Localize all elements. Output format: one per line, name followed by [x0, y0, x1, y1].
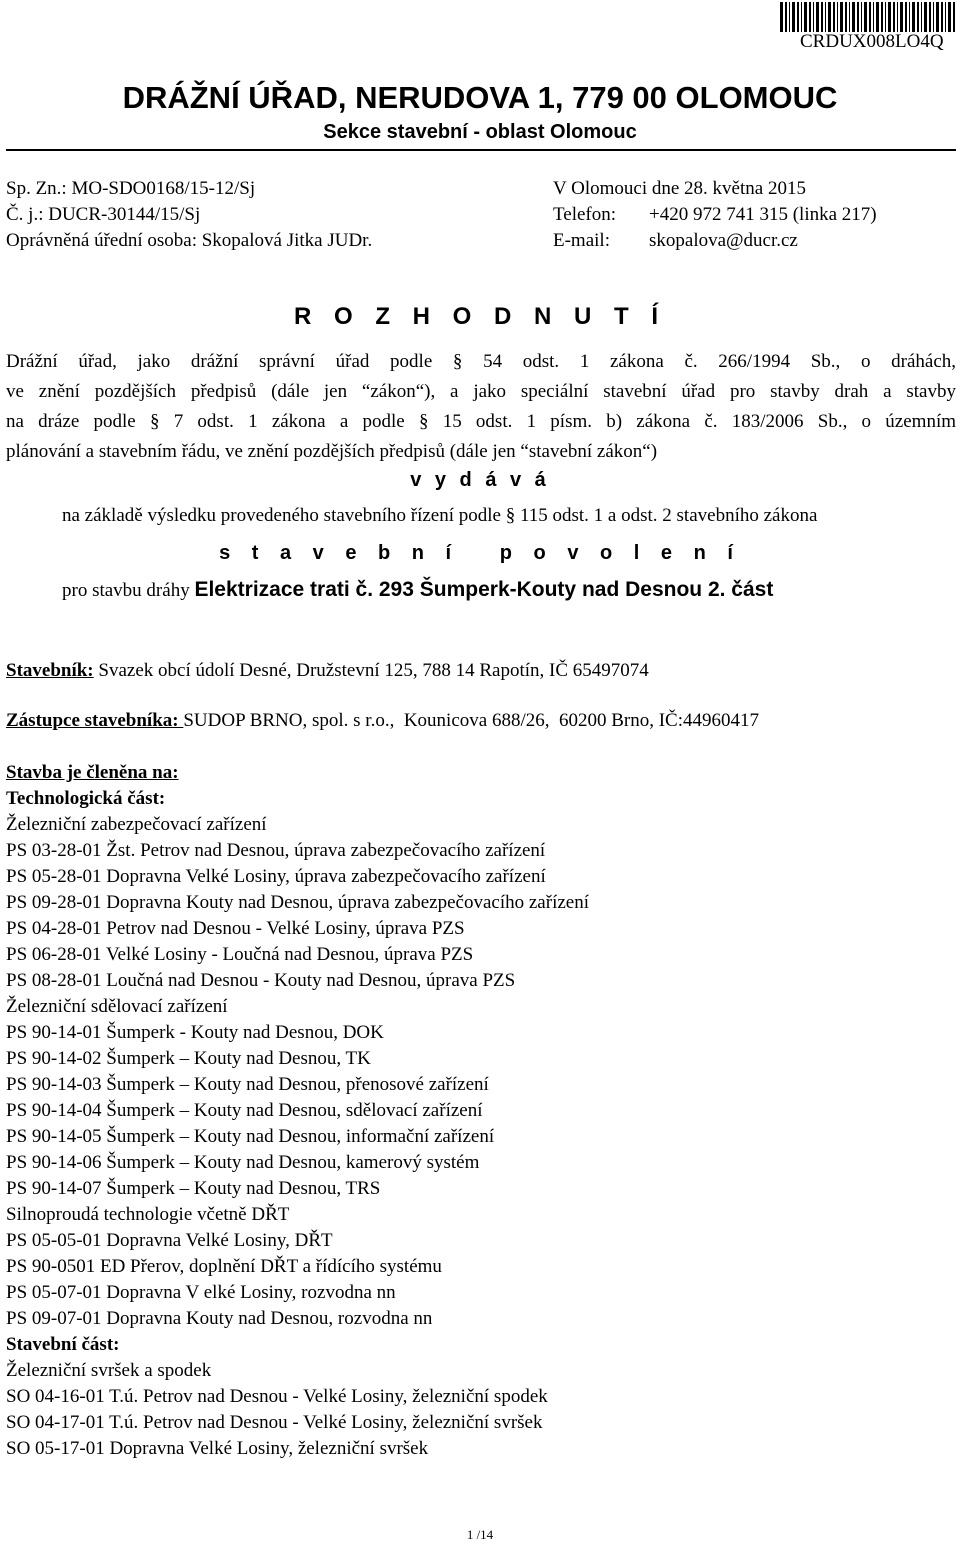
barcode-bar	[801, 2, 802, 32]
representative-value: SUDOP BRNO, spol. s r.o., Kounicova 688/26, 60200 Brno, IČ:44960417	[183, 710, 760, 731]
barcode-bar	[797, 2, 799, 32]
builder-value: Svazek obcí údolí Desné, Družstevní 125, 788 14 Rapotín, IČ 65497074	[93, 660, 649, 681]
document-code: CRDUX008LO4Q	[800, 31, 944, 52]
phone-line	[553, 204, 877, 226]
list-item: Technologická část:	[6, 788, 166, 809]
barcode-bar	[864, 2, 867, 32]
phone-label: Telefon:	[553, 204, 617, 225]
list-item: PS 06-28-01 Velké Losiny - Loučná nad Desnou, úprava PZS	[6, 944, 474, 965]
email-value: skopalova@ducr.cz	[649, 230, 798, 251]
structure-label: Stavba je členěna na:	[6, 762, 179, 783]
barcode-bar	[792, 2, 795, 32]
barcode-bar	[881, 2, 883, 32]
barcode-bar	[888, 2, 891, 32]
intro-line: plánování a stavebním řádu, ve znění pozdějších předpisů (dále jen “stavební zákon“)	[6, 441, 658, 462]
list-item: SO 04-17-01 T.ú. Petrov nad Desnou - Velké Losiny, železniční svršek	[6, 1412, 543, 1433]
project-prefix: pro stavbu dráhy	[62, 580, 195, 601]
barcode-bar	[809, 2, 811, 32]
intro-paragraph	[6, 347, 956, 467]
official-person: Oprávněná úřední osoba: Skopalová Jitka JUDr.	[6, 230, 373, 251]
project-line	[62, 578, 773, 602]
intro-line: na dráze podle § 7 odst. 1 zákona a podle § 15 odst. 1 písm. b) zákona č. 183/2006 Sb., o územním	[6, 411, 956, 432]
list-item: Železniční svršek a spodek	[6, 1360, 212, 1381]
barcode-bar	[909, 2, 910, 32]
list-item: PS 90-14-07 Šumperk – Kouty nad Desnou, TRS	[6, 1178, 381, 1199]
list-item: PS 09-28-01 Dopravna Kouty nad Desnou, úprava zabezpečovacího zařízení	[6, 892, 589, 913]
builder-label: Stavebník:	[6, 660, 94, 681]
barcode-bar	[912, 2, 915, 32]
representative-label: Zástupce stavebníka:	[6, 710, 184, 731]
barcode-bar	[861, 2, 862, 32]
project-name: Elektrizace trati č. 293 Šumperk-Kouty nad Desnou 2. část	[194, 578, 774, 601]
page-number: 1 /14	[466, 1527, 494, 1542]
phone-value: +420 972 741 315 (linka 217)	[649, 204, 877, 225]
barcode-bar	[785, 2, 787, 32]
barcode-bar	[933, 2, 934, 32]
list-item: Silnoproudá technologie včetně DŘT	[6, 1204, 290, 1225]
barcode-bar	[917, 2, 919, 32]
decision-title: R O Z H O D N U T Í	[294, 303, 666, 330]
barcode-bar	[893, 2, 895, 32]
barcode-bar	[857, 2, 859, 32]
barcode-bar	[924, 2, 927, 32]
barcode-bar	[813, 2, 814, 32]
list-item: PS 90-14-02 Šumperk – Kouty nad Desnou, TK	[6, 1048, 371, 1069]
barcode-bar	[789, 2, 790, 32]
barcode-bar	[825, 2, 826, 32]
list-item: Železniční sdělovací zařízení	[6, 996, 228, 1017]
list-item: PS 90-14-01 Šumperk - Kouty nad Desnou, DOK	[6, 1022, 384, 1043]
email-label: E-mail:	[553, 230, 610, 251]
list-item: SO 05-17-01 Dopravna Velké Losiny, železniční svršek	[6, 1438, 429, 1459]
barcode-bar	[780, 2, 783, 32]
list-item: Železniční zabezpečovací zařízení	[6, 814, 267, 835]
barcode-bar	[845, 2, 847, 32]
barcode-bar	[921, 2, 922, 32]
list-item: Stavební část:	[6, 1334, 120, 1355]
list-item: PS 90-14-04 Šumperk – Kouty nad Desnou, sdělovací zařízení	[6, 1100, 483, 1121]
permit-heading: s t a v e b n í p o v o l e n í	[219, 542, 741, 564]
barcode-bar	[941, 2, 943, 32]
list-item: PS 90-14-05 Šumperk – Kouty nad Desnou, informační zařízení	[6, 1126, 495, 1147]
barcode-bar	[821, 2, 823, 32]
barcode-bar	[828, 2, 831, 32]
list-item: PS 90-14-03 Šumperk – Kouty nad Desnou, přenosové zařízení	[6, 1074, 489, 1095]
barcode-bar	[929, 2, 931, 32]
barcode-bar	[816, 2, 819, 32]
barcode-bar	[873, 2, 874, 32]
barcode-bar	[876, 2, 879, 32]
date-line: V Olomouci dne 28. května 2015	[553, 178, 806, 199]
barcode-bar	[900, 2, 903, 32]
barcode-bar	[840, 2, 843, 32]
barcode-bar	[833, 2, 835, 32]
list-item: PS 03-28-01 Žst. Petrov nad Desnou, úprava zabezpečovacího zařízení	[6, 840, 546, 861]
barcode-bar	[869, 2, 871, 32]
builder-line	[6, 660, 649, 682]
barcode-bar	[945, 2, 946, 32]
structure-heading	[6, 762, 179, 784]
list-item: PS 08-28-01 Loučná nad Desnou - Kouty nad Desnou, úprava PZS	[6, 970, 516, 991]
header-divider	[6, 149, 956, 151]
barcode-bar	[852, 2, 855, 32]
barcode-bar	[837, 2, 838, 32]
barcode-bar	[948, 2, 951, 32]
barcode-bar	[849, 2, 850, 32]
file-reference: Sp. Zn.: MO-SDO0168/15-12/Sj	[6, 178, 256, 199]
list-item: PS 04-28-01 Petrov nad Desnou - Velké Losiny, úprava PZS	[6, 918, 465, 939]
intro-line: ve znění pozdějších předpisů (dále jen “zákon“), a jako speciální stavební úřad pro stavby drah a stavby	[6, 381, 956, 402]
list-item: SO 04-16-01 T.ú. Petrov nad Desnou - Velké Losiny, železniční spodek	[6, 1386, 548, 1407]
barcode-bar	[905, 2, 907, 32]
structure-list	[6, 786, 589, 1462]
list-item: PS 05-07-01 Dopravna V elké Losiny, rozvodna nn	[6, 1282, 396, 1303]
office-title: DRÁŽNÍ ÚŘAD, NERUDOVA 1, 779 00 OLOMOUC	[122, 80, 838, 115]
barcode-bar	[953, 2, 955, 32]
barcode-bar	[885, 2, 886, 32]
list-item: PS 90-0501 ED Přerov, doplnění DŘT a řídícího systému	[6, 1256, 442, 1277]
section-title: Sekce stavební - oblast Olomouc	[323, 121, 637, 143]
list-item: PS 09-07-01 Dopravna Kouty nad Desnou, rozvodna nn	[6, 1308, 433, 1329]
reference-number: Č. j.: DUCR-30144/15/Sj	[6, 204, 201, 225]
representative-line	[6, 710, 759, 732]
list-item: PS 05-28-01 Dopravna Velké Losiny, úprava zabezpečovacího zařízení	[6, 866, 546, 887]
barcode	[780, 2, 956, 32]
barcode-bar	[897, 2, 898, 32]
email-line	[553, 230, 798, 252]
legal-basis: na základě výsledku provedeného stavebního řízení podle § 115 odst. 1 a odst. 2 stavebního zákona	[62, 505, 818, 526]
barcode-bar	[804, 2, 807, 32]
barcode-bar	[936, 2, 939, 32]
list-item: PS 05-05-01 Dopravna Velké Losiny, DŘT	[6, 1230, 333, 1251]
list-item: PS 90-14-06 Šumperk – Kouty nad Desnou, kamerový systém	[6, 1152, 480, 1173]
issues-heading: v y d á v á	[410, 469, 550, 491]
intro-line: Drážní úřad, jako drážní správní úřad podle § 54 odst. 1 zákona č. 266/1994 Sb., o dráhách,	[6, 351, 956, 372]
